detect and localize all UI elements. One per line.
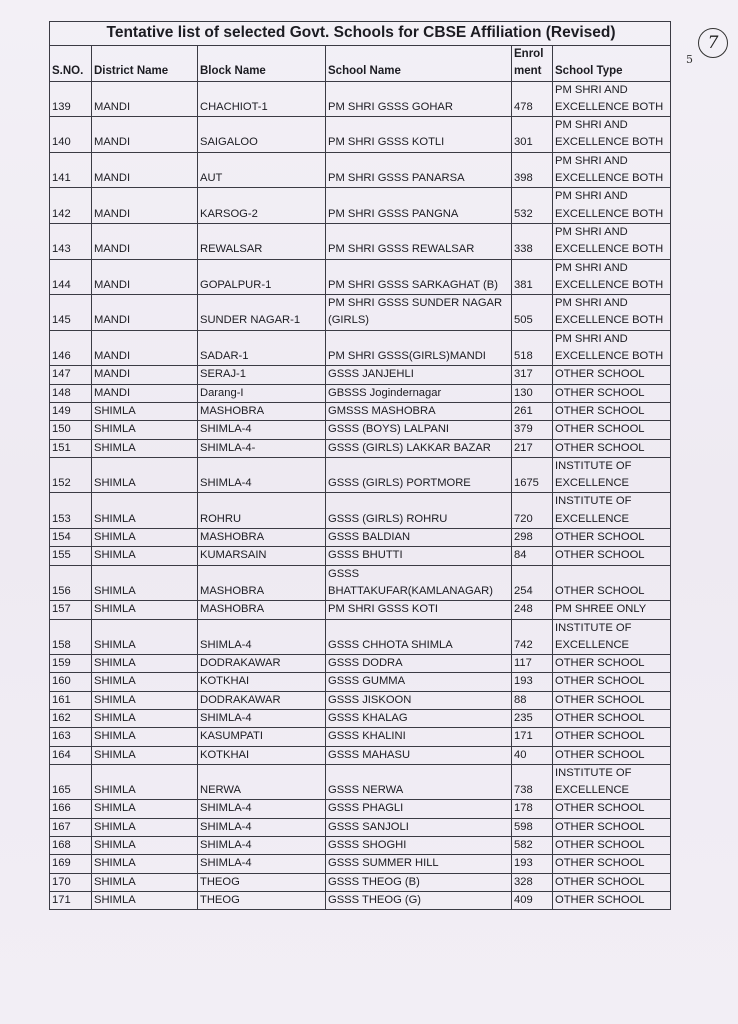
cell-sno: 153 bbox=[50, 493, 92, 529]
cell-district: SHIMLA bbox=[92, 402, 198, 420]
header-school-type: School Type bbox=[553, 46, 671, 82]
table-row bbox=[50, 800, 671, 818]
table-row bbox=[50, 855, 671, 873]
cell-block: SHIMLA-4 bbox=[198, 619, 326, 655]
cell-enrolment: 379 bbox=[512, 421, 553, 439]
table-row bbox=[50, 873, 671, 891]
cell-enrolment: 248 bbox=[512, 601, 553, 619]
cell-sno: 165 bbox=[50, 764, 92, 800]
cell-sno: 146 bbox=[50, 330, 92, 366]
cell-district: MANDI bbox=[92, 295, 198, 331]
cell-enrolment: 738 bbox=[512, 764, 553, 800]
cell-school-type: PM SHRI AND EXCELLENCE BOTH bbox=[553, 259, 671, 295]
cell-school-type: OTHER SCHOOL bbox=[553, 709, 671, 727]
cell-enrolment: 478 bbox=[512, 81, 553, 117]
cell-block: DODRAKAWAR bbox=[198, 655, 326, 673]
cell-school-type: PM SHRI AND EXCELLENCE BOTH bbox=[553, 295, 671, 331]
cell-sno: 164 bbox=[50, 746, 92, 764]
cell-school-type: OTHER SCHOOL bbox=[553, 421, 671, 439]
cell-enrolment: 193 bbox=[512, 855, 553, 873]
cell-block: Darang-I bbox=[198, 384, 326, 402]
cell-enrolment: 598 bbox=[512, 818, 553, 836]
cell-enrolment: 532 bbox=[512, 188, 553, 224]
cell-school-name: GSSS GUMMA bbox=[326, 673, 512, 691]
cell-school-name: GSSS KHALINI bbox=[326, 728, 512, 746]
table-row bbox=[50, 188, 671, 224]
cell-district: SHIMLA bbox=[92, 565, 198, 601]
cell-sno: 162 bbox=[50, 709, 92, 727]
cell-sno: 167 bbox=[50, 818, 92, 836]
header-enrolment: Enrol ment bbox=[512, 46, 553, 82]
cell-school-type: OTHER SCHOOL bbox=[553, 746, 671, 764]
cell-school-name: GSSS SUMMER HILL bbox=[326, 855, 512, 873]
cell-sno: 139 bbox=[50, 81, 92, 117]
cell-block: MASHOBRA bbox=[198, 402, 326, 420]
cell-sno: 155 bbox=[50, 547, 92, 565]
cell-district: MANDI bbox=[92, 152, 198, 188]
cell-block: CHACHIOT-1 bbox=[198, 81, 326, 117]
table-row bbox=[50, 728, 671, 746]
cell-enrolment: 328 bbox=[512, 873, 553, 891]
cell-school-name: PM SHRI GSSS KOTLI bbox=[326, 117, 512, 153]
table-row bbox=[50, 402, 671, 420]
cell-block: REWALSAR bbox=[198, 223, 326, 259]
cell-school-name: GSSS NERWA bbox=[326, 764, 512, 800]
cell-enrolment: 582 bbox=[512, 837, 553, 855]
cell-sno: 154 bbox=[50, 529, 92, 547]
cell-sno: 169 bbox=[50, 855, 92, 873]
cell-enrolment: 261 bbox=[512, 402, 553, 420]
margin-mark: 5 bbox=[686, 53, 693, 66]
cell-sno: 160 bbox=[50, 673, 92, 691]
cell-school-name: GSSS (GIRLS) PORTMORE bbox=[326, 457, 512, 493]
cell-school-type: PM SHRI AND EXCELLENCE BOTH bbox=[553, 330, 671, 366]
cell-school-type: PM SHRI AND EXCELLENCE BOTH bbox=[553, 188, 671, 224]
cell-school-type: OTHER SCHOOL bbox=[553, 873, 671, 891]
cell-block: NERWA bbox=[198, 764, 326, 800]
table-row bbox=[50, 457, 671, 493]
table-row bbox=[50, 152, 671, 188]
cell-block: SAIGALOO bbox=[198, 117, 326, 153]
cell-school-name: GSSS BALDIAN bbox=[326, 529, 512, 547]
table-row bbox=[50, 565, 671, 601]
cell-district: SHIMLA bbox=[92, 493, 198, 529]
cell-sno: 163 bbox=[50, 728, 92, 746]
cell-block: KARSOG-2 bbox=[198, 188, 326, 224]
cell-enrolment: 720 bbox=[512, 493, 553, 529]
cell-school-type: INSTITUTE OF EXCELLENCE bbox=[553, 764, 671, 800]
table-row bbox=[50, 655, 671, 673]
cell-district: SHIMLA bbox=[92, 728, 198, 746]
cell-school-name: GSSS CHHOTA SHIMLA bbox=[326, 619, 512, 655]
cell-school-name: GSSS SANJOLI bbox=[326, 818, 512, 836]
cell-school-name: GSSS THEOG (G) bbox=[326, 891, 512, 909]
cell-sno: 141 bbox=[50, 152, 92, 188]
cell-enrolment: 130 bbox=[512, 384, 553, 402]
table-row bbox=[50, 117, 671, 153]
cell-enrolment: 235 bbox=[512, 709, 553, 727]
cell-block: SUNDER NAGAR-1 bbox=[198, 295, 326, 331]
cell-enrolment: 338 bbox=[512, 223, 553, 259]
cell-school-type: OTHER SCHOOL bbox=[553, 691, 671, 709]
cell-district: SHIMLA bbox=[92, 457, 198, 493]
cell-block: DODRAKAWAR bbox=[198, 691, 326, 709]
cell-block: SHIMLA-4 bbox=[198, 709, 326, 727]
cell-school-name: GSSS BHUTTI bbox=[326, 547, 512, 565]
table-row bbox=[50, 709, 671, 727]
table-row bbox=[50, 384, 671, 402]
cell-block: SHIMLA-4 bbox=[198, 800, 326, 818]
cell-district: MANDI bbox=[92, 384, 198, 402]
cell-enrolment: 1675 bbox=[512, 457, 553, 493]
cell-school-name: PM SHRI GSSS KOTI bbox=[326, 601, 512, 619]
cell-school-name: GSSS MAHASU bbox=[326, 746, 512, 764]
cell-school-name: GBSSS Jogindernagar bbox=[326, 384, 512, 402]
cell-enrolment: 84 bbox=[512, 547, 553, 565]
cell-school-name: GSSS BHATTAKUFAR(KAMLANAGAR) bbox=[326, 565, 512, 601]
table-row bbox=[50, 295, 671, 331]
cell-district: SHIMLA bbox=[92, 421, 198, 439]
table-row bbox=[50, 691, 671, 709]
cell-enrolment: 381 bbox=[512, 259, 553, 295]
cell-school-type: OTHER SCHOOL bbox=[553, 655, 671, 673]
table-row bbox=[50, 837, 671, 855]
cell-district: SHIMLA bbox=[92, 891, 198, 909]
cell-sno: 147 bbox=[50, 366, 92, 384]
table-body bbox=[50, 81, 671, 910]
cell-enrolment: 88 bbox=[512, 691, 553, 709]
cell-district: SHIMLA bbox=[92, 837, 198, 855]
header-school: School Name bbox=[326, 46, 512, 82]
table-row bbox=[50, 81, 671, 117]
cell-school-name: PM SHRI GSSS SUNDER NAGAR (GIRLS) bbox=[326, 295, 512, 331]
cell-block: SHIMLA-4- bbox=[198, 439, 326, 457]
cell-school-name: GMSSS MASHOBRA bbox=[326, 402, 512, 420]
cell-school-type: INSTITUTE OF EXCELLENCE bbox=[553, 619, 671, 655]
cell-sno: 159 bbox=[50, 655, 92, 673]
cell-district: SHIMLA bbox=[92, 709, 198, 727]
cell-school-name: PM SHRI GSSS PANARSA bbox=[326, 152, 512, 188]
cell-sno: 140 bbox=[50, 117, 92, 153]
header-sno: S.NO. bbox=[50, 46, 92, 82]
table-row bbox=[50, 529, 671, 547]
header-row bbox=[50, 46, 671, 82]
page-number-mark: 7 bbox=[698, 28, 728, 58]
cell-school-type: OTHER SCHOOL bbox=[553, 529, 671, 547]
cell-school-type: INSTITUTE OF EXCELLENCE bbox=[553, 493, 671, 529]
cell-enrolment: 193 bbox=[512, 673, 553, 691]
cell-school-name: PM SHRI GSSS SARKAGHAT (B) bbox=[326, 259, 512, 295]
table-row bbox=[50, 421, 671, 439]
cell-enrolment: 742 bbox=[512, 619, 553, 655]
cell-district: SHIMLA bbox=[92, 873, 198, 891]
cell-school-name: PM SHRI GSSS REWALSAR bbox=[326, 223, 512, 259]
cell-block: MASHOBRA bbox=[198, 601, 326, 619]
cell-school-type: OTHER SCHOOL bbox=[553, 366, 671, 384]
cell-school-type: OTHER SCHOOL bbox=[553, 402, 671, 420]
table-row bbox=[50, 673, 671, 691]
cell-sno: 151 bbox=[50, 439, 92, 457]
cell-sno: 142 bbox=[50, 188, 92, 224]
cell-block: SHIMLA-4 bbox=[198, 818, 326, 836]
cell-sno: 143 bbox=[50, 223, 92, 259]
cell-school-type: OTHER SCHOOL bbox=[553, 547, 671, 565]
cell-enrolment: 171 bbox=[512, 728, 553, 746]
cell-block: KASUMPATI bbox=[198, 728, 326, 746]
cell-school-name: GSSS SHOGHI bbox=[326, 837, 512, 855]
cell-district: MANDI bbox=[92, 366, 198, 384]
cell-enrolment: 518 bbox=[512, 330, 553, 366]
cell-school-name: GSSS PHAGLI bbox=[326, 800, 512, 818]
cell-block: THEOG bbox=[198, 891, 326, 909]
cell-district: MANDI bbox=[92, 330, 198, 366]
cell-block: GOPALPUR-1 bbox=[198, 259, 326, 295]
cell-school-type: OTHER SCHOOL bbox=[553, 728, 671, 746]
cell-sno: 170 bbox=[50, 873, 92, 891]
cell-sno: 149 bbox=[50, 402, 92, 420]
cell-school-type: OTHER SCHOOL bbox=[553, 800, 671, 818]
cell-block: KOTKHAI bbox=[198, 673, 326, 691]
cell-block: KOTKHAI bbox=[198, 746, 326, 764]
cell-block: SHIMLA-4 bbox=[198, 837, 326, 855]
cell-school-type: PM SHRI AND EXCELLENCE BOTH bbox=[553, 117, 671, 153]
cell-block: MASHOBRA bbox=[198, 529, 326, 547]
cell-school-type: OTHER SCHOOL bbox=[553, 891, 671, 909]
table-row bbox=[50, 764, 671, 800]
cell-district: SHIMLA bbox=[92, 619, 198, 655]
cell-district: SHIMLA bbox=[92, 673, 198, 691]
table-row bbox=[50, 493, 671, 529]
cell-enrolment: 254 bbox=[512, 565, 553, 601]
cell-district: SHIMLA bbox=[92, 439, 198, 457]
cell-sno: 148 bbox=[50, 384, 92, 402]
cell-district: MANDI bbox=[92, 259, 198, 295]
cell-sno: 144 bbox=[50, 259, 92, 295]
cell-district: MANDI bbox=[92, 188, 198, 224]
cell-sno: 145 bbox=[50, 295, 92, 331]
cell-district: MANDI bbox=[92, 223, 198, 259]
cell-district: SHIMLA bbox=[92, 529, 198, 547]
cell-block: AUT bbox=[198, 152, 326, 188]
cell-district: SHIMLA bbox=[92, 764, 198, 800]
cell-school-type: INSTITUTE OF EXCELLENCE bbox=[553, 457, 671, 493]
cell-block: SHIMLA-4 bbox=[198, 855, 326, 873]
table-row bbox=[50, 330, 671, 366]
cell-enrolment: 317 bbox=[512, 366, 553, 384]
cell-sno: 158 bbox=[50, 619, 92, 655]
table-row bbox=[50, 223, 671, 259]
cell-enrolment: 301 bbox=[512, 117, 553, 153]
cell-school-name: GSSS KHALAG bbox=[326, 709, 512, 727]
cell-school-name: GSSS (GIRLS) ROHRU bbox=[326, 493, 512, 529]
table-row bbox=[50, 891, 671, 909]
table-row bbox=[50, 259, 671, 295]
cell-enrolment: 40 bbox=[512, 746, 553, 764]
cell-district: SHIMLA bbox=[92, 818, 198, 836]
cell-school-name: GSSS THEOG (B) bbox=[326, 873, 512, 891]
cell-district: SHIMLA bbox=[92, 800, 198, 818]
cell-enrolment: 117 bbox=[512, 655, 553, 673]
cell-enrolment: 409 bbox=[512, 891, 553, 909]
cell-sno: 166 bbox=[50, 800, 92, 818]
table-row bbox=[50, 818, 671, 836]
cell-enrolment: 298 bbox=[512, 529, 553, 547]
cell-block: SERAJ-1 bbox=[198, 366, 326, 384]
cell-school-name: GSSS DODRA bbox=[326, 655, 512, 673]
cell-school-type: OTHER SCHOOL bbox=[553, 673, 671, 691]
cell-block: SHIMLA-4 bbox=[198, 421, 326, 439]
cell-school-type: PM SHRI AND EXCELLENCE BOTH bbox=[553, 223, 671, 259]
cell-enrolment: 178 bbox=[512, 800, 553, 818]
table-row bbox=[50, 601, 671, 619]
cell-school-type: OTHER SCHOOL bbox=[553, 384, 671, 402]
cell-sno: 161 bbox=[50, 691, 92, 709]
cell-school-type: PM SHRI AND EXCELLENCE BOTH bbox=[553, 152, 671, 188]
table-row bbox=[50, 547, 671, 565]
cell-district: SHIMLA bbox=[92, 691, 198, 709]
cell-district: SHIMLA bbox=[92, 547, 198, 565]
header-district: District Name bbox=[92, 46, 198, 82]
cell-enrolment: 217 bbox=[512, 439, 553, 457]
schools-table bbox=[49, 21, 671, 910]
cell-school-type: OTHER SCHOOL bbox=[553, 439, 671, 457]
cell-sno: 171 bbox=[50, 891, 92, 909]
cell-school-type: OTHER SCHOOL bbox=[553, 855, 671, 873]
cell-school-name: PM SHRI GSSS GOHAR bbox=[326, 81, 512, 117]
cell-school-type: OTHER SCHOOL bbox=[553, 837, 671, 855]
cell-school-name: GSSS (BOYS) LALPANI bbox=[326, 421, 512, 439]
table-row bbox=[50, 366, 671, 384]
cell-enrolment: 398 bbox=[512, 152, 553, 188]
cell-district: MANDI bbox=[92, 81, 198, 117]
cell-district: SHIMLA bbox=[92, 746, 198, 764]
cell-block: SADAR-1 bbox=[198, 330, 326, 366]
cell-district: SHIMLA bbox=[92, 855, 198, 873]
cell-school-name: PM SHRI GSSS(GIRLS)MANDI bbox=[326, 330, 512, 366]
cell-sno: 157 bbox=[50, 601, 92, 619]
cell-school-name: GSSS (GIRLS) LAKKAR BAZAR bbox=[326, 439, 512, 457]
cell-block: MASHOBRA bbox=[198, 565, 326, 601]
cell-sno: 150 bbox=[50, 421, 92, 439]
table-row bbox=[50, 439, 671, 457]
cell-school-type: PM SHREE ONLY bbox=[553, 601, 671, 619]
cell-sno: 168 bbox=[50, 837, 92, 855]
cell-school-name: GSSS JANJEHLI bbox=[326, 366, 512, 384]
cell-district: SHIMLA bbox=[92, 601, 198, 619]
cell-block: KUMARSAIN bbox=[198, 547, 326, 565]
header-block: Block Name bbox=[198, 46, 326, 82]
page-title: Tentative list of selected Govt. Schools for CBSE Affiliation (Revised) bbox=[50, 22, 671, 46]
cell-school-type: PM SHRI AND EXCELLENCE BOTH bbox=[553, 81, 671, 117]
table-row bbox=[50, 746, 671, 764]
table-row bbox=[50, 619, 671, 655]
cell-sno: 156 bbox=[50, 565, 92, 601]
cell-enrolment: 505 bbox=[512, 295, 553, 331]
cell-school-type: OTHER SCHOOL bbox=[553, 818, 671, 836]
cell-school-name: GSSS JISKOON bbox=[326, 691, 512, 709]
cell-sno: 152 bbox=[50, 457, 92, 493]
cell-block: THEOG bbox=[198, 873, 326, 891]
cell-school-type: OTHER SCHOOL bbox=[553, 565, 671, 601]
cell-block: ROHRU bbox=[198, 493, 326, 529]
cell-district: MANDI bbox=[92, 117, 198, 153]
cell-school-name: PM SHRI GSSS PANGNA bbox=[326, 188, 512, 224]
cell-block: SHIMLA-4 bbox=[198, 457, 326, 493]
cell-district: SHIMLA bbox=[92, 655, 198, 673]
